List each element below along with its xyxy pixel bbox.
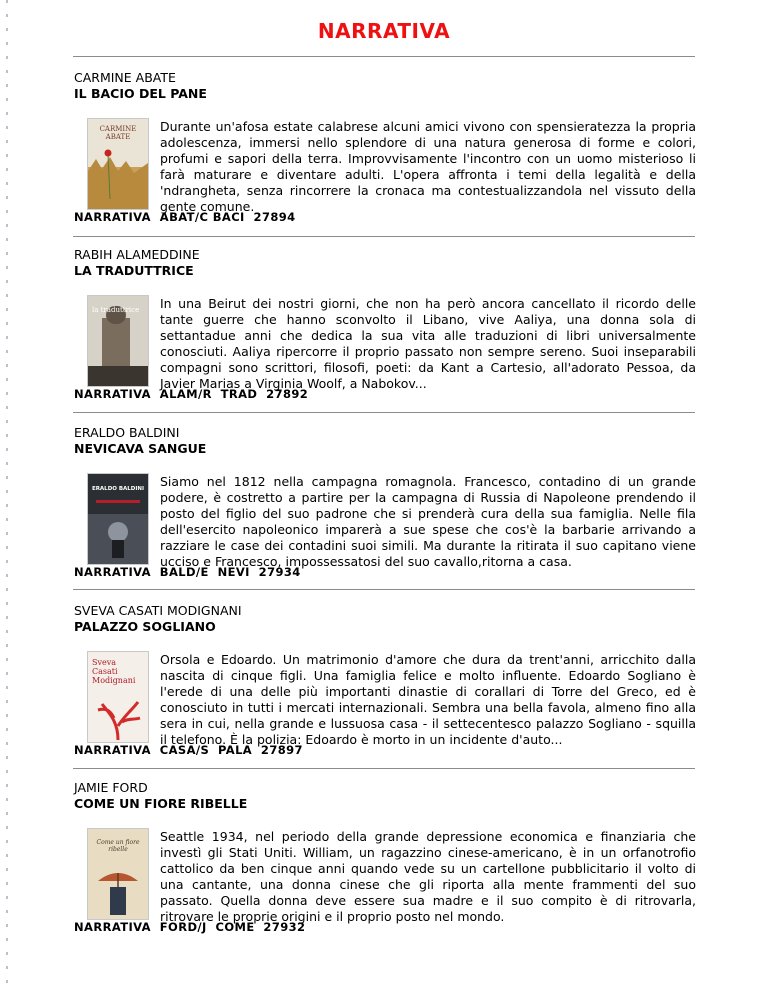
divider [73,768,695,769]
book-cover-image [87,828,149,920]
book-cover-image [87,651,149,743]
book-title: IL BACIO DEL PANE [74,86,207,101]
page-title: NARRATIVA [317,19,451,43]
book-entry [74,603,696,763]
book-cover-text: Sveva Casati Modignani [92,658,136,685]
book-description: Siamo nel 1812 nella campagna romagnola. Francesco, contadino di un grande podere, è costretto a partire per la campagna di Russia di Napoleone prendendo il posto del figlio del suo padrone che si prenderà cura della sua famiglia. Nelle fila dell'esercito napoleonico imparerà a sue spese che cos'è la barbarie arrivando a razziare le case dei contadini suoi simili. Ma durante la ritirata il suo capitano viene ucciso e Francesco, impossessatosi del suo cavallo,ritorna a casa. [160,474,696,569]
book-author: CARMINE ABATE [74,70,176,85]
book-description: Seattle 1934, nel periodo della grande depressione economica e finanziaria che investì gli Stati Uniti. William, un ragazzino cinese-americano, è in un orfanotrofio cattolico da ben cinque anni quando vede su un cartellone pubblicitario il volto di una cantante, una donna cinese che gli riporta alla mente frammenti del suo passato. Quella donna deve essere sua madre e il suo compito è di ritrovarla, ritrovare le proprie origini e il proprio posto nel mondo. [160,829,696,924]
divider [73,589,695,590]
book-description: Orsola e Edoardo. Un matrimonio d'amore che dura da trent'anni, arricchito dalla nascita di cinque figli. Una famiglia felice e molto influente. Edoardo Sogliano è l'erede di una delle più importanti dinastie di corallari di Torre del Greco, ed è conosciuto in tutti i mercati internazionali. Sembra una bella favola, almeno fino alla sera in cui, nella grande e lussuosa casa - il settecentesco palazzo Sogliano - squilla il telefono. È la polizia: Edoardo è morto in un incidente d'auto... [160,652,696,747]
book-cover-text: ERALDO BALDINI [91,486,145,492]
shelf-mark: NARRATIVA FORD/J COME 27932 [74,920,306,934]
book-title: NEVICAVA SANGUE [74,441,207,456]
book-cover-text: CARMINE ABATE [99,125,137,141]
book-author: JAMIE FORD [74,780,148,795]
book-title: LA TRADUTTRICE [74,263,194,278]
book-cover-text: la traduttrice [92,306,140,314]
divider [73,412,695,413]
book-author: SVEVA CASATI MODIGNANI [74,603,242,618]
book-author: RABIH ALAMEDDINE [74,247,200,262]
book-entry [74,425,696,585]
divider [73,56,695,57]
shelf-mark: NARRATIVA ALAM/R TRAD 27892 [74,387,309,401]
book-cover-image [87,473,149,565]
book-description: In una Beirut dei nostri giorni, che non ha però ancora cancellato il ricordo delle tante guerre che hanno sconvolto il Libano, vive Aaliya, una donna sola di settantadue anni che dedica la sua vita alle traduzioni di libri universalmente conosciuti. Aaliya ripercorre il proprio passato non sempre sereno. Suoi inseparabili compagni sono scrittori, filosofi, poeti: da Kant a Cartesio, all'adorato Pessoa, da Javier Marias a Virginia Woolf, a Nabokov... [160,296,696,391]
shelf-mark: NARRATIVA CASA/S PALA 27897 [74,743,303,757]
book-description: Durante un'afosa estate calabrese alcuni amici vivono con spensieratezza la propria adolescenza, immersi nello splendore di una natura generosa di forme e colori, profumi e sapori della terra. Improvvisamente l'incontro con un uomo misterioso li farà maturare e diventare adulti. L'opera affronta i temi della legalità e della 'ndrangheta, senza rincorrere la cronaca ma contestualizzandola nel vissuto della gente comune. [160,119,696,214]
book-title: PALAZZO SOGLIANO [74,619,216,634]
divider [73,236,695,237]
book-cover-text: Come un fiore ribelle [96,839,140,853]
book-cover-image [87,295,149,387]
shelf-mark: NARRATIVA BALD/E NEVI 27934 [74,565,301,579]
book-cover-image [87,118,149,210]
book-title: COME UN FIORE RIBELLE [74,796,248,811]
shelf-mark: NARRATIVA ABAT/C BACI 27894 [74,210,296,224]
book-entry [74,780,696,940]
book-entry [74,247,696,407]
book-entry [74,70,696,230]
left-margin-marks [6,0,8,994]
book-author: ERALDO BALDINI [74,425,180,440]
